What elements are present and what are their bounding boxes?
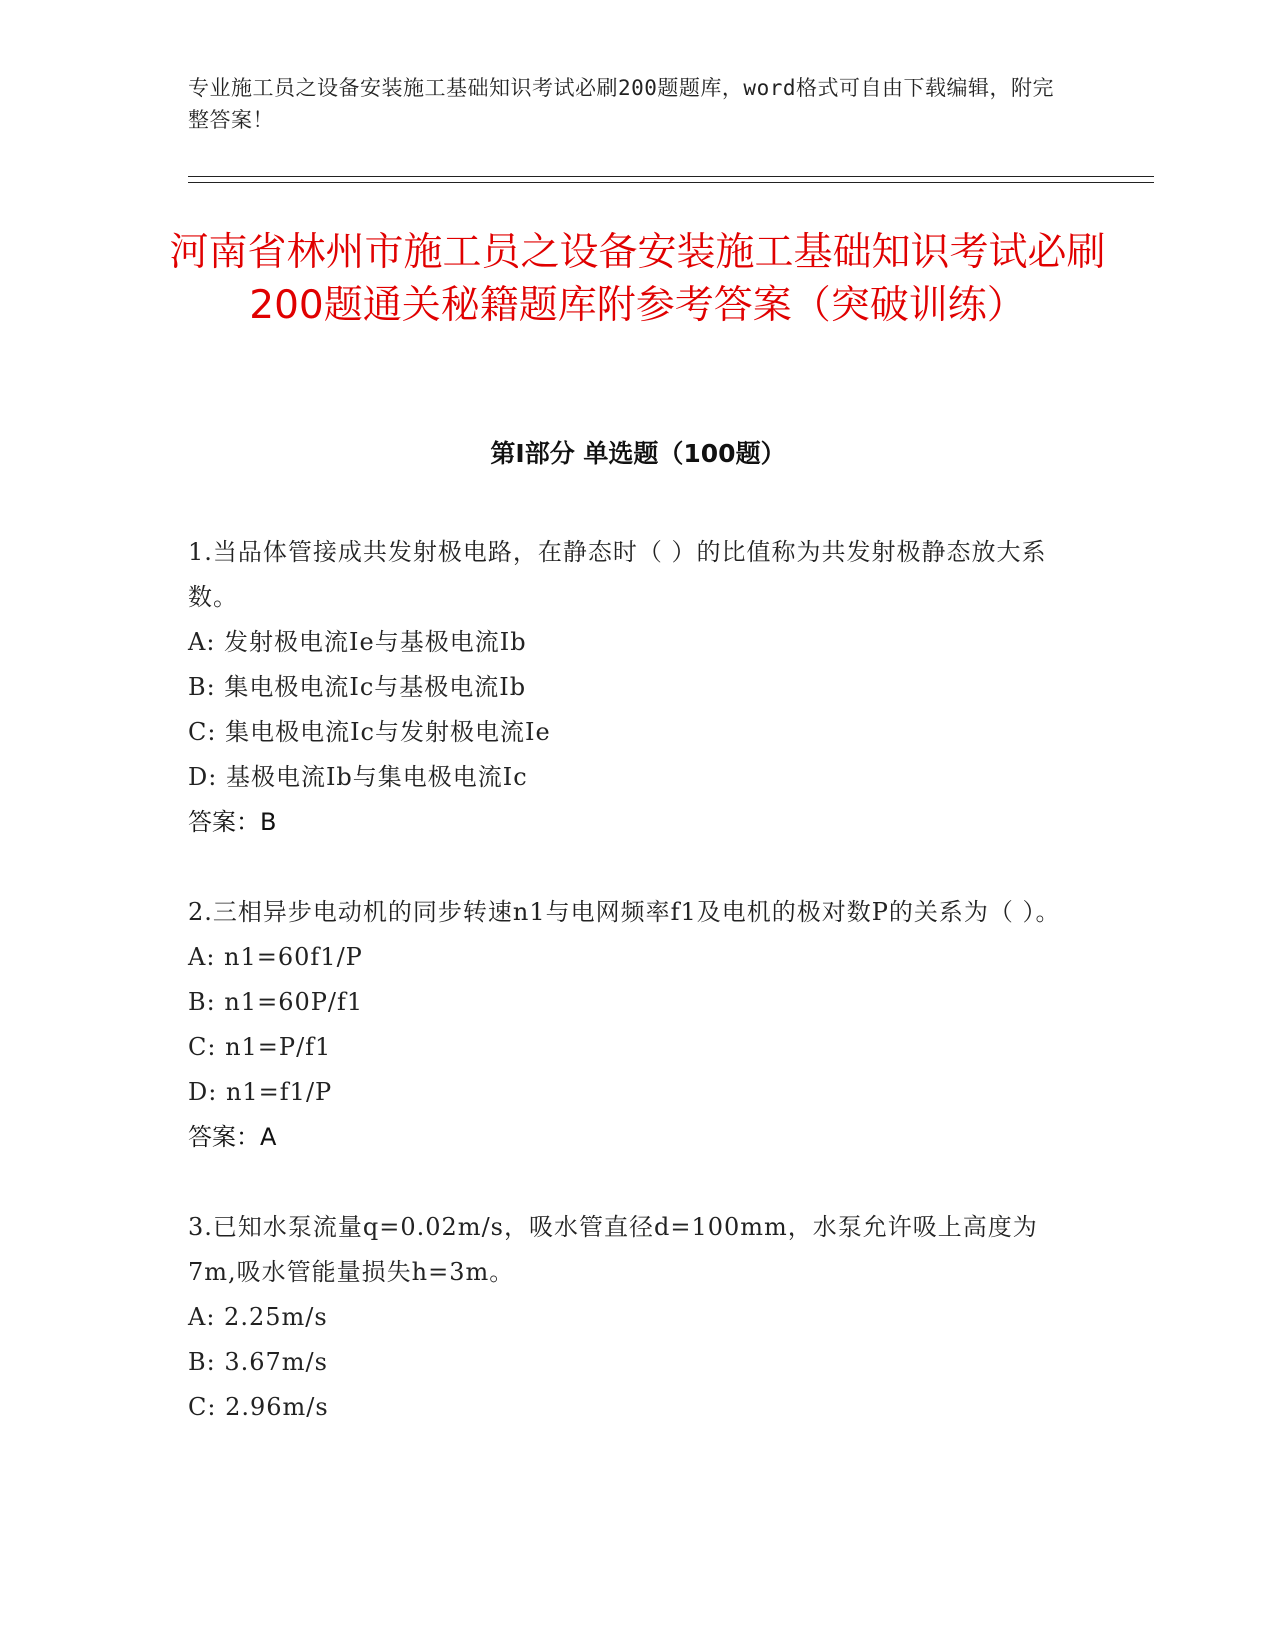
question-stem: 2.三相异步电动机的同步转速n1与电网频率f1及电机的极对数P的关系为（ ）。: [188, 898, 1061, 926]
option-a: A: 发射极电流Ie与基极电流Ib: [188, 628, 527, 656]
header-divider-bottom: [188, 182, 1154, 183]
option-b: B: 3.67m/s: [188, 1348, 328, 1376]
answer-line: 答案：B: [188, 808, 277, 836]
question-1: [188, 530, 1068, 845]
document-title: 河南省林州市施工员之设备安装施工基础知识考试必刷200题通关秘籍题库附参考答案（突破训练）: [169, 230, 1106, 328]
header-note: 专业施工员之设备安装施工基础知识考试必刷200题题库，word格式可自由下载编辑，附完整答案！: [188, 76, 1054, 132]
question-stem: 3.已知水泵流量q=0.02m/s，吸水管直径d=100mm，水泵允许吸上高度为7m,吸水管能量损失h=3m。: [188, 1213, 1038, 1286]
option-b: B: 集电极电流Ic与基极电流Ib: [188, 673, 527, 701]
question-2: [188, 890, 1068, 1160]
option-a: A: 2.25m/s: [188, 1303, 328, 1331]
option-d: D: 基极电流Ib与集电极电流Ic: [188, 763, 528, 791]
header-divider-top: [188, 176, 1154, 177]
question-stem: 1.当品体管接成共发射极电路，在静态时（ ）的比值称为共发射极静态放大系数。: [188, 538, 1047, 611]
section-title: 第I部分 单选题（100题）: [490, 439, 786, 468]
option-b: B: n1=60P/f1: [188, 988, 364, 1016]
option-d: D: n1=f1/P: [188, 1078, 333, 1106]
question-3: [188, 1205, 1068, 1430]
question-list: [188, 530, 1068, 1475]
option-a: A: n1=60f1/P: [188, 943, 363, 971]
option-c: C: 2.96m/s: [188, 1393, 329, 1421]
answer-line: 答案：A: [188, 1123, 277, 1151]
option-c: C: 集电极电流Ic与发射极电流Ie: [188, 718, 551, 746]
option-c: C: n1=P/f1: [188, 1033, 332, 1061]
